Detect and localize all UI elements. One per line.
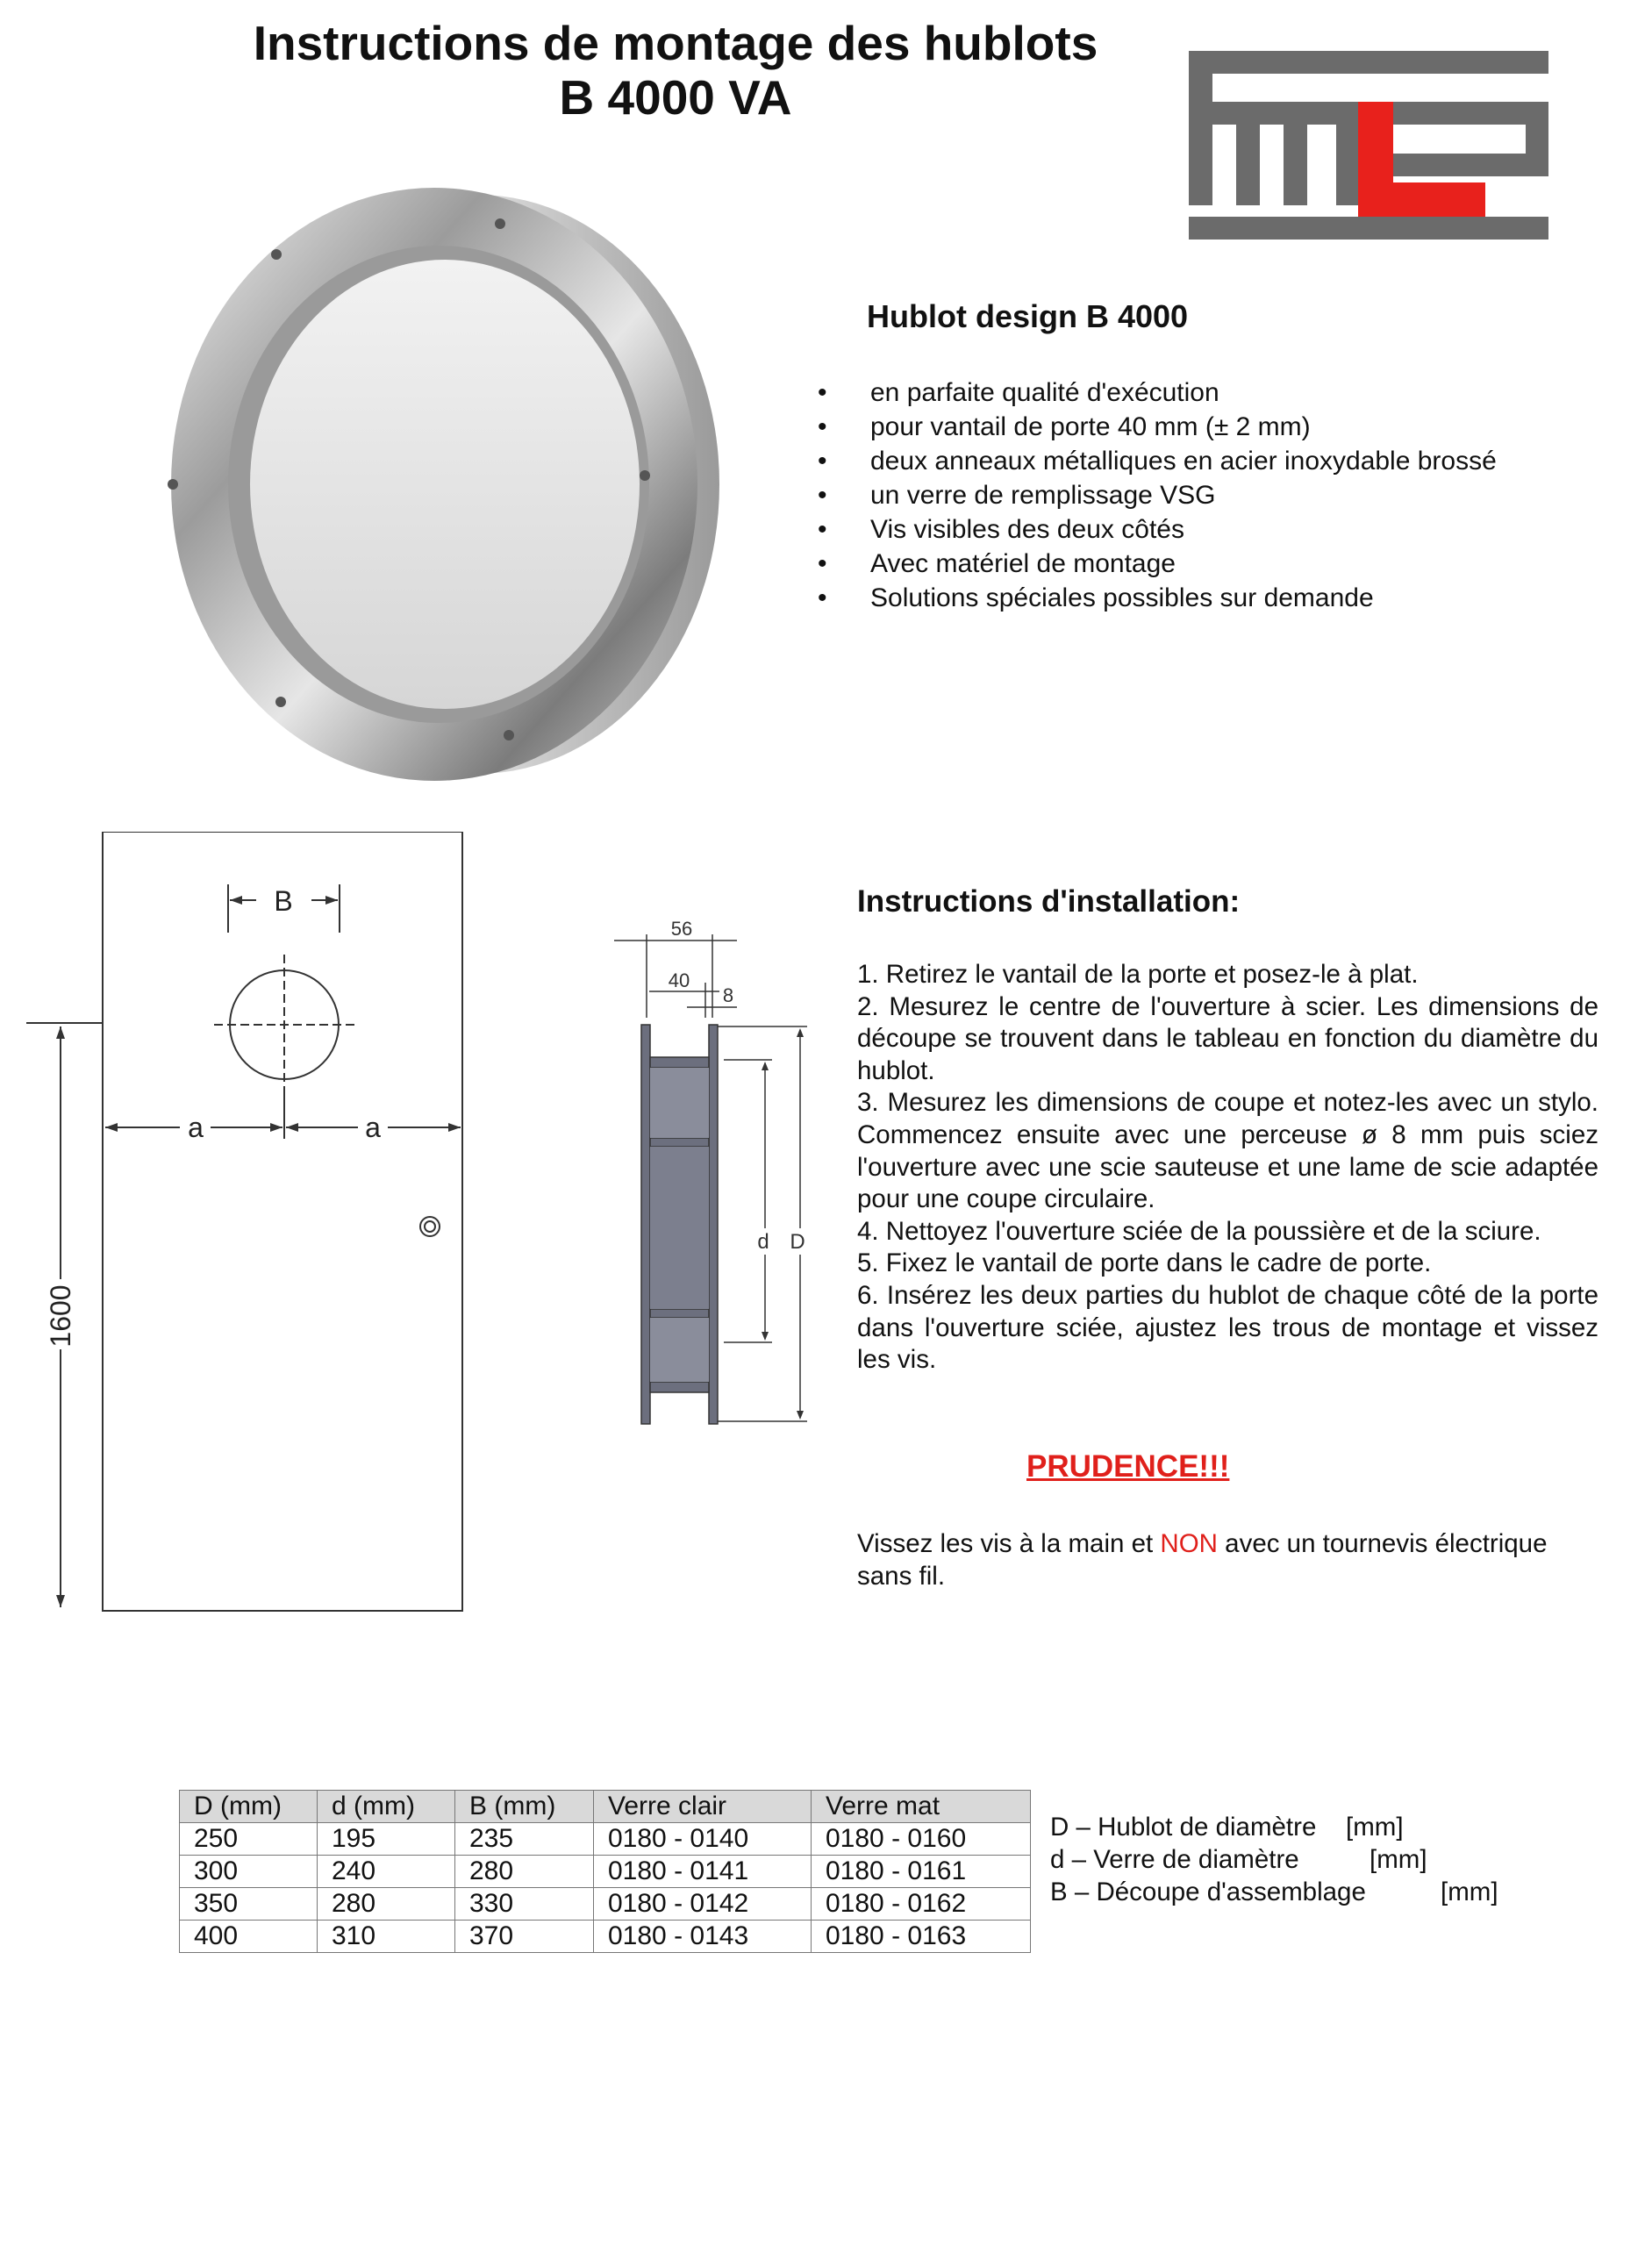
dimensions-table xyxy=(179,1790,1031,1953)
table-cell: 235 xyxy=(455,1823,594,1856)
dimension-56-label: 56 xyxy=(670,918,693,940)
feature-item: • Solutions spéciales possibles sur demande xyxy=(816,581,1606,615)
product-heading: Hublot design B 4000 xyxy=(867,298,1189,334)
instruction-step: 1. Retirez le vantail de la porte et posez-le à plat. xyxy=(857,960,1419,989)
porthole-product-image xyxy=(154,175,733,790)
table-cell: 0180 - 0140 xyxy=(594,1823,812,1856)
instructions-steps xyxy=(857,959,1598,1377)
legend-unit: [mm] xyxy=(1346,1813,1404,1842)
dimension-d-label: d xyxy=(757,1230,769,1254)
caution-title: PRUDENCE!!! xyxy=(1026,1449,1230,1484)
legend-text: D – Hublot de diamètre xyxy=(1050,1813,1317,1842)
table-cell: 0180 - 0161 xyxy=(812,1856,1031,1888)
table-cell: 240 xyxy=(318,1856,455,1888)
feature-item: • en parfaite qualité d'exécution xyxy=(816,376,1606,410)
table-row xyxy=(180,1823,1031,1856)
legend-unit: [mm] xyxy=(1441,1878,1498,1906)
instruction-step: 5. Fixez le vantail de porte dans le cadre de porte. xyxy=(857,1248,1432,1278)
table-cell: 0180 - 0143 xyxy=(594,1921,812,1953)
porthole-section-diagram xyxy=(605,904,825,1439)
column-header: d (mm) xyxy=(318,1791,455,1823)
instructions-heading: Instructions d'installation: xyxy=(857,884,1241,919)
table-row xyxy=(180,1856,1031,1888)
column-header: Verre clair xyxy=(594,1791,812,1823)
column-header: Verre mat xyxy=(812,1791,1031,1823)
table-cell: 310 xyxy=(318,1921,455,1953)
table-cell: 300 xyxy=(180,1856,318,1888)
door-diagram xyxy=(26,832,483,1621)
table-cell: 400 xyxy=(180,1921,318,1953)
table-cell: 0180 - 0142 xyxy=(594,1888,812,1921)
title-line-1: Instructions de montage des hublots xyxy=(253,16,1098,70)
caution-text-after: avec un tournevis électrique sans fil. xyxy=(857,1529,1548,1591)
table-cell: 0180 - 0160 xyxy=(812,1823,1031,1856)
dimension-D-label: D xyxy=(790,1230,805,1254)
legend-text: B – Découpe d'assemblage xyxy=(1050,1878,1366,1906)
feature-item: • Vis visibles des deux côtés xyxy=(816,512,1606,547)
instruction-step: 2. Mesurez le centre de l'ouverture à scier. Les dimensions de découpe se trouvent dans le tableau en fonction du diamètre du hublot. xyxy=(857,991,1598,1085)
legend-text: d – Verre de diamètre xyxy=(1050,1845,1299,1874)
dimension-a-left-label: a xyxy=(188,1112,204,1143)
dimension-b-label: B xyxy=(274,885,293,917)
feature-item: • Avec matériel de montage xyxy=(816,547,1606,581)
table-cell: 280 xyxy=(455,1856,594,1888)
table-cell: 0180 - 0141 xyxy=(594,1856,812,1888)
page-title xyxy=(132,16,1219,125)
column-header: B (mm) xyxy=(455,1791,594,1823)
caution-text xyxy=(857,1528,1603,1592)
company-logo xyxy=(1189,51,1548,240)
caution-text-before: Vissez les vis à la main et xyxy=(857,1529,1161,1558)
instruction-step: 6. Insérez les deux parties du hublot de chaque côté de la porte dans l'ouverture sciée, ajustez les trous de montage et vissez les vis. xyxy=(857,1280,1598,1375)
column-header: D (mm) xyxy=(180,1791,318,1823)
dimension-a-right-label: a xyxy=(365,1112,381,1143)
table-cell: 250 xyxy=(180,1823,318,1856)
table-cell: 195 xyxy=(318,1823,455,1856)
table-cell: 350 xyxy=(180,1888,318,1921)
table-cell: 280 xyxy=(318,1888,455,1921)
dimension-40-label: 40 xyxy=(668,969,690,991)
caution-highlight: NON xyxy=(1160,1529,1218,1558)
title-line-2: B 4000 VA xyxy=(559,70,792,125)
instruction-step: 3. Mesurez les dimensions de coupe et notez-les avec un stylo. Commencez ensuite avec une perceuse ø 8 mm puis sciez l'ouverture avec une scie sauteuse et une lame de scie adaptée pour une coupe circulaire. xyxy=(857,1088,1598,1214)
table-cell: 370 xyxy=(455,1921,594,1953)
table-row xyxy=(180,1888,1031,1921)
table-row xyxy=(180,1921,1031,1953)
table-header-row xyxy=(180,1791,1031,1823)
legend-unit: [mm] xyxy=(1370,1845,1427,1874)
dimension-8-label: 8 xyxy=(722,984,734,1006)
feature-item: • deux anneaux métalliques en acier inoxydable brossé xyxy=(816,444,1606,478)
table-cell: 0180 - 0163 xyxy=(812,1921,1031,1953)
feature-list xyxy=(816,376,1606,615)
table-cell: 0180 - 0162 xyxy=(812,1888,1031,1921)
table-cell: 330 xyxy=(455,1888,594,1921)
instruction-step: 4. Nettoyez l'ouverture sciée de la poussière et de la sciure. xyxy=(857,1216,1541,1246)
feature-item: • pour vantail de porte 40 mm (± 2 mm) xyxy=(816,410,1606,444)
feature-item: • un verre de remplissage VSG xyxy=(816,478,1606,512)
dimension-height-label: 1600 xyxy=(45,1284,76,1348)
